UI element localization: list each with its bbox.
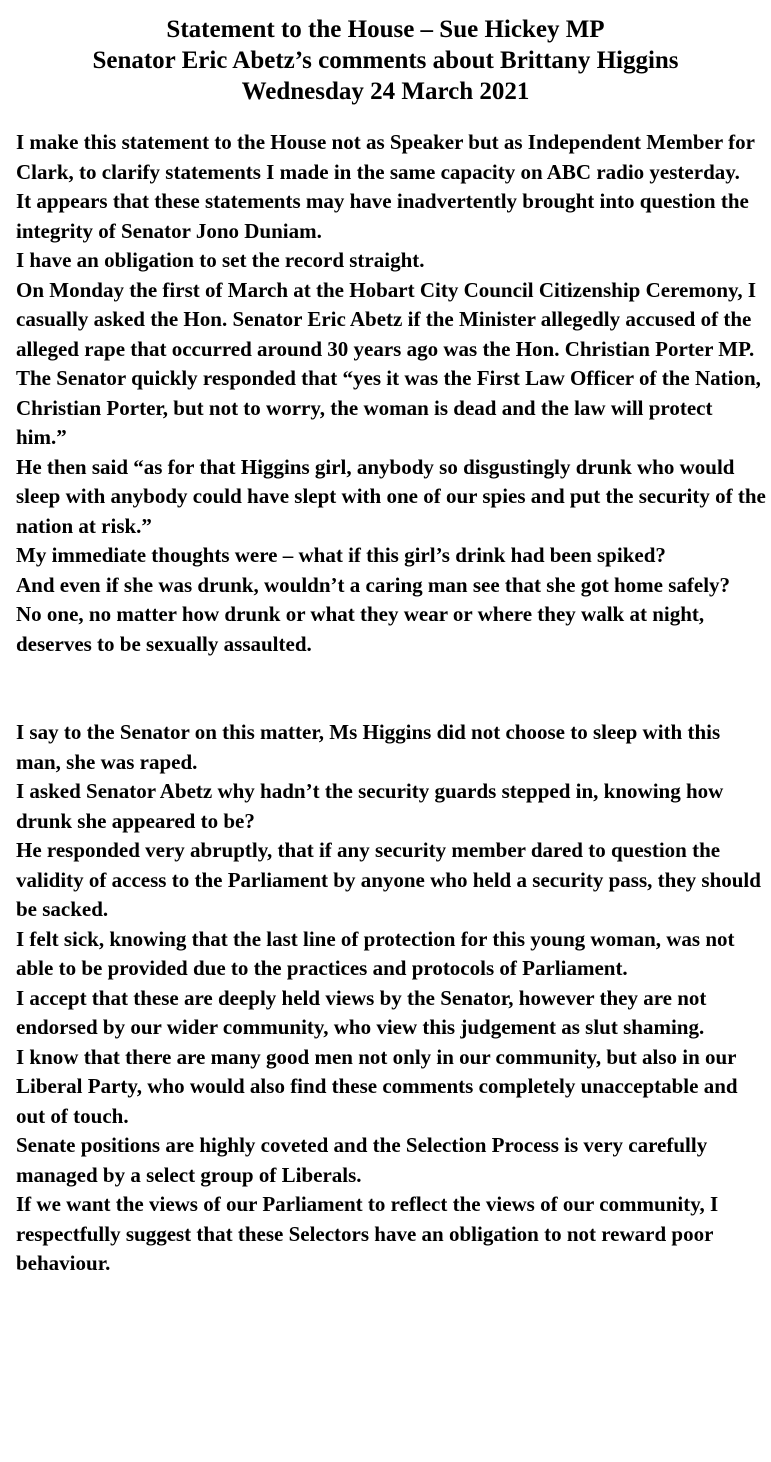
statement-body [16,128,766,1279]
paragraph: It appears that these statements may have inadvertently brought into question the integrity of Senator Jono Duniam. [16,189,749,243]
paragraph: If we want the views of our Parliament to reflect the views of our community, I respectfully suggest that these Selectors have an obligation to not reward poor behaviour. [16,1192,719,1275]
paragraph: I make this statement to the House not as Speaker but as Independent Member for Clark, to clarify statements I made in the same capacity on ABC radio yesterday. [16,130,755,184]
paragraph: My immediate thoughts were – what if this girl’s drink had been spiked? [16,543,666,567]
paragraph: I felt sick, knowing that the last line of protection for this young woman, was not able to be provided due to the practices and protocols of Parliament. [16,926,735,980]
paragraph: He then said “as for that Higgins girl, anybody so disgustingly drunk who would sleep with anybody could have slept with one of our spies and put the security of the nation at risk.” [16,454,766,538]
paragraph: Senate positions are highly coveted and the Selection Process is very carefully managed by a select group of Liberals. [16,1133,708,1187]
document-header [0,0,771,107]
paragraph: No one, no matter how drunk or what they wear or where they walk at night, deserves to be sexually assaulted. [16,602,705,656]
paragraph: I know that there are many good men not only in our community, but also in our Liberal Party, who would also find these comments completely unacceptable and out of touch. [16,1044,738,1128]
paragraph: I say to the Senator on this matter, Ms Higgins did not choose to sleep with this man, she was raped. [16,720,721,774]
paragraph: I asked Senator Abetz why hadn’t the security guards stepped in, knowing how drunk she appeared to be? [16,779,724,833]
paragraph: I have an obligation to set the record straight. [16,248,425,272]
paragraph: He responded very abruptly, that if any security member dared to question the validity of access to the Parliament by anyone who held a security pass, they should be sacked. [16,838,761,921]
paragraph: I accept that these are deeply held views by the Senator, however they are not endorsed by our wider community, who view this judgement as slut shaming. [16,985,707,1039]
document-subtitle: Senator Eric Abetz’s comments about Brittany Higgins [92,47,679,74]
paragraph: And even if she was drunk, wouldn’t a caring man see that she got home safely? [16,572,731,597]
section-gap [16,659,766,718]
paragraph: On Monday the first of March at the Hobart City Council Citizenship Ceremony, I casually asked the Hon. Senator Eric Abetz if the Minister allegedly accused of the alleged rape that occurred around 30 years ago was the Hon. Christian Porter MP. [16,277,757,361]
document-date: Wednesday 24 March 2021 [241,78,530,105]
paragraph: The Senator quickly responded that “yes it was the First Law Officer of the Nation, Christian Porter, but not to worry, the woman is dead and the law will protect him.” [16,366,761,449]
document-title: Statement to the House – Sue Hickey MP [166,16,605,43]
